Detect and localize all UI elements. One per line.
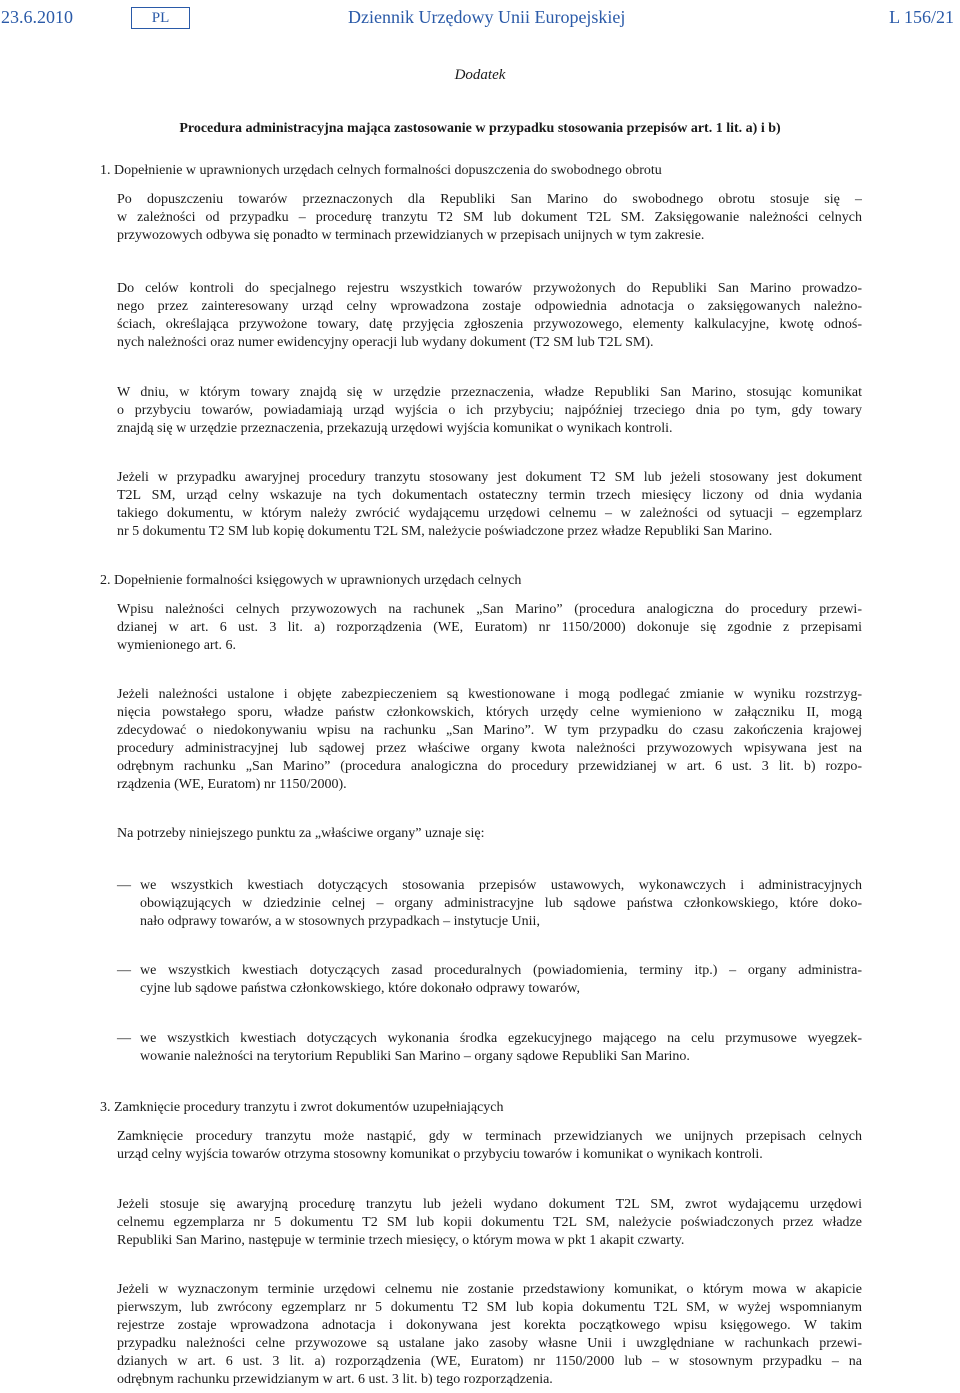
list-item-text — [140, 877, 862, 931]
section-2-heading: 2. Dopełnienie formalności księgowych w uprawnionych urzędach celnych — [100, 573, 522, 588]
publication-date: 23.6.2010 — [1, 7, 73, 27]
dash-marker: — — [117, 963, 131, 978]
text-line: ściach, określająca przywożone towary, datę przyjęcia zgłoszenia przywozowego, elementy kalkulacyjne, kwotę odnoś- — [117, 317, 862, 332]
paragraph — [117, 1128, 862, 1164]
section-1-heading: 1. Dopełnienie w uprawnionych urzędach celnych formalności dopuszczenia do swobodnego obrotu — [100, 163, 662, 178]
text-line: Jeżeli stosuje się awaryjną procedurę tranzytu lub jeżeli wydano dokument T2L SM, zwrot wydającemu urzędowi — [117, 1197, 862, 1212]
journal-title: Dziennik Urzędowy Unii Europejskiej — [348, 7, 626, 27]
text-line: rządzenia (WE, Euratom) nr 1150/2000). — [117, 777, 347, 792]
text-line: we wszystkich kwestiach dotyczących wykonania środka egzekucyjnego mającego na celu przymusowe wyegzek- — [140, 1031, 862, 1046]
section-3-heading: 3. Zamknięcie procedury tranzytu i zwrot dokumentów uzupełniających — [100, 1100, 504, 1115]
paragraph — [117, 280, 862, 352]
text-line: dzianych w art. 6 ust. 3 lit. a) rozporządzenia (WE, Euratom) nr 1150/2000 lub – w stosownym przypadku – na — [117, 1354, 862, 1369]
text-line: Do celów kontroli do specjalnego rejestru wszystkich towarów przywożonych do Republiki San Marino prowadzo- — [117, 281, 862, 296]
text-line: wymienionego art. 6. — [117, 638, 236, 653]
text-line: Zamknięcie procedury tranzytu może nastąpić, gdy w terminach przewidzianych we unijnych przepisach celnych — [117, 1129, 862, 1144]
list-item-text — [140, 962, 862, 998]
paragraph — [117, 1196, 862, 1250]
text-line: W dniu, w którym towary znajdą się w urzędzie przeznaczenia, władze Republiki San Marino, stosując komunikat — [117, 385, 862, 400]
paragraph — [117, 686, 862, 794]
text-line: Jeżeli należności ustalone i objęte zabezpieczeniem są kwestionowane i mogą podlegać zmianie w wyniku rozstrzyg- — [117, 687, 862, 702]
text-line: nało odprawy towarów, a w stosownych przypadkach – instytucje Unii, — [140, 914, 540, 929]
text-line: takiego dokumentu, w którym należy zwrócić wydającemu urzędowi celnemu – w zależności od sytuacji – egzemplarz — [117, 506, 862, 521]
text-line: Wpisu należności celnych przywozowych na rachunek „San Marino” (procedura analogiczna do procedury przewi- — [117, 602, 862, 617]
text-line: T2L SM, urząd celny wskazuje na tych dokumentach ostateczny termin trzech miesięcy liczony od dnia wydania — [117, 488, 862, 503]
text-line: pierwszym, lub zwrócony egzemplarz nr 5 dokumentu T2 SM lub kopia dokumentu T2L SM, w wyżej wspomnianym — [117, 1300, 862, 1315]
language-badge: PL — [131, 7, 190, 29]
text-line: zdecydować o niedokonywaniu wpisu na rachunku „San Marino”. W tym przypadku do czasu zakończenia krajowej — [117, 723, 862, 738]
text-line: urząd celny wyjścia towarów otrzyma stosowny komunikat o przybyciu towarów i komunikat o wynikach kontroli. — [117, 1147, 763, 1162]
text-line: we wszystkich kwestiach dotyczących stosowania przepisów ustawowych, wykonawczych i administracyjnych — [140, 878, 862, 893]
dash-marker: — — [117, 1031, 131, 1046]
text-line: wowanie należności na terytorium Republiki San Marino – organy sądowe Republiki San Marino. — [140, 1049, 690, 1064]
text-line: nego przez zainteresowany urząd celny wprowadzona zostaje odpowiednia adnotacja o zaksięgowanych należno- — [117, 299, 862, 314]
paragraph — [117, 384, 862, 438]
text-line: procedury administracyjnej lub sądowej przez właściwe organy kwota należności przywozowych wpisywana jest na — [117, 741, 862, 756]
paragraph — [117, 1281, 862, 1389]
page-number: L 156/21 — [889, 7, 954, 27]
paragraph — [117, 191, 862, 245]
text-line: cyjne lub sądowe państwa członkowskiego, które dokonało odprawy towarów, — [140, 981, 580, 996]
text-line: dzianej w art. 6 ust. 3 lit. a) rozporządzenia (WE, Euratom) nr 1150/2000) dokonuje się zgodnie z przepisami — [117, 620, 862, 635]
text-line: Na potrzeby niniejszego punktu za „właściwe organy” uznaje się: — [117, 826, 485, 841]
text-line: znajdą się w urzędzie przeznaczenia, przekazują urzędowi wyjścia komunikat o wynikach kontroli. — [117, 421, 673, 436]
text-line: nięcia powstałego sporu, władze państw członkowskich, których urzędy celne wymieniono w załączniku II, mogą — [117, 705, 862, 720]
paragraph — [117, 469, 862, 541]
text-line: obowiązujących w dziedzinie celnej – organy administracyjne lub sądowe państwa członkowskiego, które doko- — [140, 896, 862, 911]
text-line: o przybyciu towarów, powiadamiają urząd wyjścia o ich przybyciu; najpóźniej trzeciego dnia po tym, gdy towary — [117, 403, 862, 418]
text-line: przypadku należności celne przywozowe są ustalane jako zasoby własne Unii i uwzględniane w rachunkach przewi- — [117, 1336, 862, 1351]
text-line: celnemu egzemplarza nr 5 dokumentu T2 SM lub kopii dokumentu T2L SM, należycie poświadczonych przez władze — [117, 1215, 862, 1230]
annex-label: Dodatek — [454, 67, 506, 83]
dash-marker: — — [117, 878, 131, 893]
text-line: nych należności oraz numer ewidencyjny operacji lub wydany dokument (T2 SM lub T2L SM). — [117, 335, 654, 350]
text-line: Jeżeli w wyznaczonym terminie urzędowi celnemu nie zostanie przedstawiony komunikat, o którym mowa w akapicie — [117, 1282, 862, 1297]
list-item-text — [140, 1030, 862, 1066]
text-line: Republiki San Marino, następuje w terminie trzech miesięcy, o którym mowa w pkt 1 akapit czwarty. — [117, 1233, 685, 1248]
text-line: w zależności od przypadku – procedurę tranzytu T2 SM lub dokument T2L SM. Zaksięgowanie należności celnych — [117, 210, 862, 225]
text-line: odrębnym rachunku przewidzianym w art. 6 ust. 3 lit. b) tego rozporządzenia. — [117, 1372, 553, 1387]
text-line: Po dopuszczeniu towarów przeznaczonych dla Republiki San Marino do swobodnego obrotu stosuje się – — [117, 192, 862, 207]
paragraph — [117, 601, 862, 655]
text-line: we wszystkich kwestiach dotyczących zasad proceduralnych (powiadomienia, terminy itp.) – organy administra- — [140, 963, 862, 978]
procedure-title: Procedura administracyjna mająca zastosowanie w przypadku stosowania przepisów art. 1 lit. a) i b) — [179, 121, 781, 136]
text-line: odrębnym rachunku „San Marino” (procedura analogiczna do procedury przewidzianej w art. 6 ust. 3 lit. b) rozpo- — [117, 759, 862, 774]
text-line: przywozowych odbywa się ponadto w terminach przewidzianych w przepisach unijnych w tym zakresie. — [117, 228, 705, 243]
text-line: rejestrze zostaje wprowadzona adnotacja i dokonywana jest korekta początkowego wpisu księgowego. W takim — [117, 1318, 862, 1333]
journal-header — [0, 7, 960, 33]
text-line: Jeżeli w przypadku awaryjnej procedury tranzytu stosowany jest dokument T2 SM lub jeżeli stosowany jest dokument — [117, 470, 862, 485]
paragraph — [117, 825, 862, 843]
text-line: nr 5 dokumentu T2 SM lub kopię dokumentu T2L SM, należycie poświadczone przez władze Republiki San Marino. — [117, 524, 773, 539]
